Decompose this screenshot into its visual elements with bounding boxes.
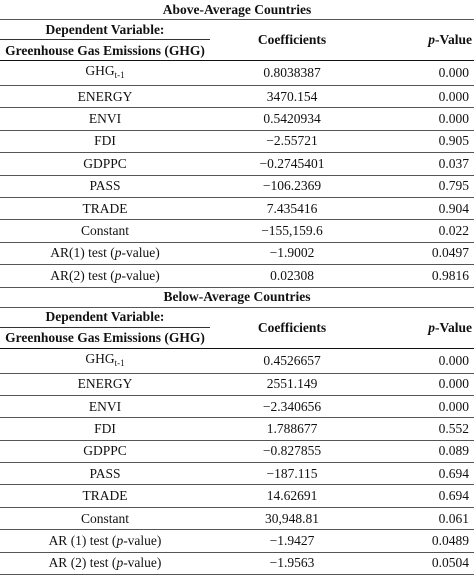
table-row bbox=[0, 130, 474, 152]
variable-name-italic: p bbox=[114, 267, 122, 283]
variable-name-text: PASS bbox=[89, 178, 121, 194]
table-row bbox=[0, 348, 474, 373]
header-row bbox=[0, 20, 474, 40]
variable-name-post: -value) bbox=[123, 555, 162, 571]
table-row bbox=[0, 220, 474, 242]
variable-name-pre: AR (2) test ( bbox=[48, 555, 117, 571]
coefficient-cell: −106.2369 bbox=[210, 175, 374, 197]
table-row bbox=[0, 197, 474, 219]
p-value-header-italic: p bbox=[428, 319, 435, 335]
variable-name bbox=[0, 440, 210, 462]
p-value-header-rest: -Value bbox=[434, 319, 472, 335]
section-title: Above-Average Countries bbox=[0, 0, 474, 20]
variable-name-italic: p bbox=[116, 532, 124, 548]
section-title: Below-Average Countries bbox=[0, 287, 474, 307]
table-row bbox=[0, 61, 474, 86]
header-row bbox=[0, 307, 474, 327]
p-value-cell: 0.905 bbox=[374, 130, 474, 152]
p-value-cell: 0.000 bbox=[374, 61, 474, 86]
table-row bbox=[0, 418, 474, 440]
variable-name-text: ENVI bbox=[88, 111, 122, 127]
p-value-header-italic: p bbox=[428, 32, 435, 47]
p-value-header bbox=[374, 307, 474, 348]
coefficient-cell: −1.9427 bbox=[210, 530, 374, 552]
dependent-variable-label: Dependent Variable: bbox=[0, 307, 210, 327]
table-row bbox=[0, 507, 474, 529]
p-value-cell: 0.089 bbox=[374, 440, 474, 462]
variable-name-text: ENERGY bbox=[77, 88, 133, 104]
table-row bbox=[0, 395, 474, 417]
variable-name-text: Constant bbox=[80, 510, 129, 526]
p-value-cell: 0.022 bbox=[374, 220, 474, 242]
variable-name bbox=[0, 530, 210, 552]
table-row bbox=[0, 485, 474, 507]
variable-name bbox=[0, 552, 210, 574]
dependent-variable-name: Greenhouse Gas Emissions (GHG) bbox=[0, 40, 210, 61]
p-value-cell: 0.061 bbox=[374, 507, 474, 529]
variable-name bbox=[0, 485, 210, 507]
section-title-row bbox=[0, 0, 474, 20]
coefficient-cell: 2551.149 bbox=[210, 373, 374, 395]
variable-name-post: -value) bbox=[121, 245, 160, 261]
variable-name bbox=[0, 463, 210, 485]
coefficient-cell: 14.62691 bbox=[210, 485, 374, 507]
coefficient-cell: −2.340656 bbox=[210, 395, 374, 417]
variable-name bbox=[0, 242, 210, 264]
variable-name-post: -value) bbox=[123, 532, 162, 548]
table-row bbox=[0, 242, 474, 264]
p-value-cell: 0.0504 bbox=[374, 552, 474, 574]
table-row bbox=[0, 552, 474, 574]
coefficient-cell: −0.2745401 bbox=[210, 153, 374, 175]
p-value-cell: 0.000 bbox=[374, 395, 474, 417]
p-value-cell: 0.694 bbox=[374, 463, 474, 485]
coefficient-cell: 30,948.81 bbox=[210, 507, 374, 529]
variable-name bbox=[0, 130, 210, 152]
coefficient-cell: −187.115 bbox=[210, 463, 374, 485]
coefficient-cell: 3470.154 bbox=[210, 86, 374, 108]
variable-name-pre: AR(1) test ( bbox=[50, 245, 115, 261]
variable-name-text: FDI bbox=[94, 133, 116, 149]
table-row bbox=[0, 530, 474, 552]
variable-name bbox=[0, 265, 210, 287]
coefficient-cell: 0.4526657 bbox=[210, 348, 374, 373]
variable-name-text: TRADE bbox=[82, 200, 128, 216]
p-value-cell: 0.795 bbox=[374, 175, 474, 197]
p-value-cell: 0.000 bbox=[374, 373, 474, 395]
p-value-cell: 0.904 bbox=[374, 197, 474, 219]
variable-name-italic: p bbox=[116, 555, 124, 571]
variable-name-text: GDPPC bbox=[83, 443, 127, 459]
variable-name bbox=[0, 86, 210, 108]
variable-name-pre: AR (1) test ( bbox=[48, 532, 117, 548]
dependent-variable-name: Greenhouse Gas Emissions (GHG) bbox=[0, 327, 210, 348]
variable-name-text: GHG bbox=[85, 350, 115, 366]
coefficient-cell: 0.8038387 bbox=[210, 61, 374, 86]
p-value-cell: 0.694 bbox=[374, 485, 474, 507]
coefficient-cell: 0.02308 bbox=[210, 265, 374, 287]
p-value-cell: 0.000 bbox=[374, 86, 474, 108]
coefficient-cell: 0.5420934 bbox=[210, 108, 374, 130]
variable-name-text: GDPPC bbox=[83, 155, 127, 171]
coefficients-header: Coefficients bbox=[210, 307, 374, 348]
p-value-cell: 0.000 bbox=[374, 108, 474, 130]
p-value-cell: 0.0489 bbox=[374, 530, 474, 552]
coefficient-cell: 7.435416 bbox=[210, 197, 374, 219]
variable-name-text: ENVI bbox=[88, 398, 122, 414]
coefficients-header: Coefficients bbox=[210, 20, 374, 61]
table-row bbox=[0, 463, 474, 485]
coefficient-cell: −155,159.6 bbox=[210, 220, 374, 242]
dependent-variable-label: Dependent Variable: bbox=[0, 20, 210, 40]
variable-name-post: -value) bbox=[121, 267, 160, 283]
coefficient-cell: −0.827855 bbox=[210, 440, 374, 462]
variable-name-text: FDI bbox=[94, 420, 116, 436]
table-row bbox=[0, 86, 474, 108]
table-row bbox=[0, 175, 474, 197]
table-row bbox=[0, 440, 474, 462]
table-row bbox=[0, 265, 474, 287]
variable-name bbox=[0, 220, 210, 242]
coefficient-cell: 1.788677 bbox=[210, 418, 374, 440]
variable-name-text: GHG bbox=[85, 63, 115, 78]
p-value-cell: 0.000 bbox=[374, 348, 474, 373]
variable-name-text: Constant bbox=[80, 223, 129, 239]
p-value-cell: 0.0497 bbox=[374, 242, 474, 264]
variable-name bbox=[0, 175, 210, 197]
variable-name bbox=[0, 108, 210, 130]
coefficient-cell: −1.9563 bbox=[210, 552, 374, 574]
variable-name-italic: p bbox=[114, 245, 122, 261]
table-row bbox=[0, 373, 474, 395]
variable-name bbox=[0, 153, 210, 175]
variable-name bbox=[0, 507, 210, 529]
table-row bbox=[0, 108, 474, 130]
variable-name bbox=[0, 395, 210, 417]
p-value-cell: 0.552 bbox=[374, 418, 474, 440]
variable-name bbox=[0, 197, 210, 219]
variable-name-text: ENERGY bbox=[77, 376, 133, 392]
variable-name-text: TRADE bbox=[82, 488, 128, 504]
section-title-row bbox=[0, 287, 474, 307]
p-value-header-rest: -Value bbox=[434, 32, 472, 47]
p-value-cell: 0.037 bbox=[374, 153, 474, 175]
coefficient-cell: −2.55721 bbox=[210, 130, 374, 152]
variable-subscript: t-1 bbox=[114, 70, 125, 80]
table-row bbox=[0, 153, 474, 175]
variable-name bbox=[0, 348, 210, 373]
variable-name-pre: AR(2) test ( bbox=[50, 267, 115, 283]
coefficient-cell: −1.9002 bbox=[210, 242, 374, 264]
p-value-cell: 0.9816 bbox=[374, 265, 474, 287]
variable-name bbox=[0, 418, 210, 440]
variable-name-text: PASS bbox=[89, 465, 121, 481]
p-value-header bbox=[374, 20, 474, 61]
variable-name bbox=[0, 373, 210, 395]
variable-subscript: t-1 bbox=[114, 357, 125, 368]
variable-name bbox=[0, 61, 210, 86]
